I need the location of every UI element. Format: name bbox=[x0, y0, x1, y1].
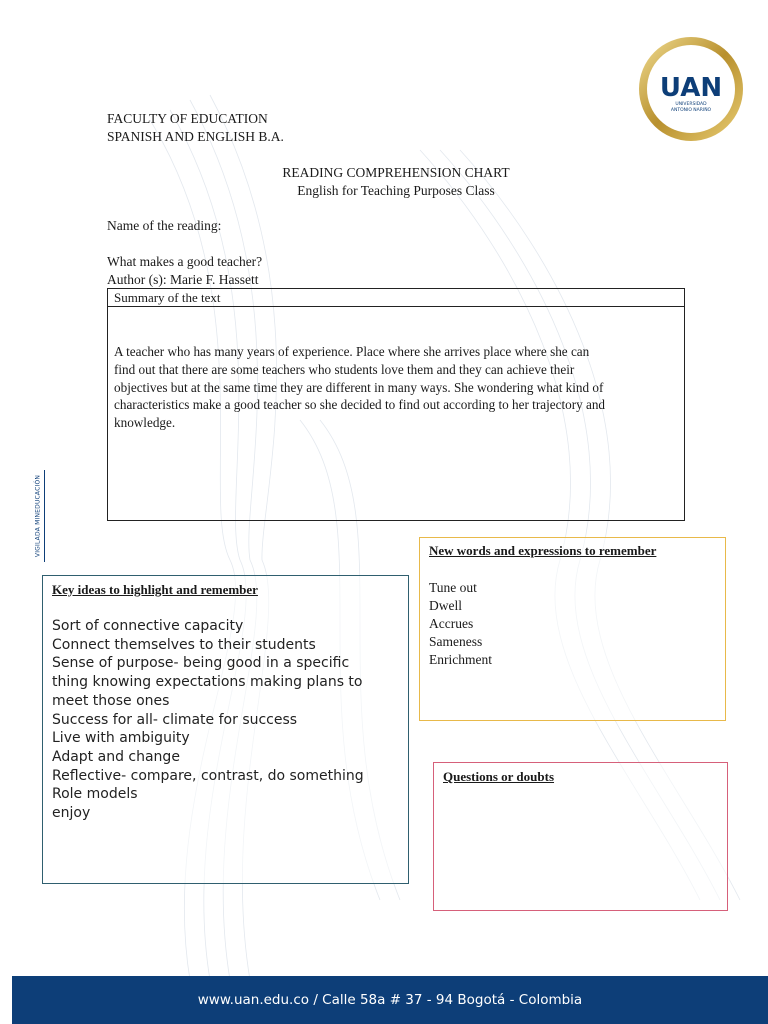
summary-heading: Summary of the text bbox=[108, 289, 684, 307]
list-item: thing knowing expectations making plans to bbox=[52, 674, 363, 691]
key-ideas-list bbox=[52, 617, 402, 823]
uan-logo bbox=[636, 34, 746, 144]
new-words-list bbox=[429, 579, 492, 669]
list-item: Sameness bbox=[429, 634, 483, 649]
summary-line: knowledge. bbox=[114, 415, 176, 431]
list-item: Reflective- compare, contrast, do something bbox=[52, 767, 364, 784]
list-item: Sort of connective capacity bbox=[52, 618, 244, 634]
logo-subtext-bottom: ANTONIO NARIÑO bbox=[670, 108, 712, 113]
summary-line: characteristics make a good teacher so she decided to find out according to her trajectory and bbox=[114, 397, 606, 413]
vigilada-divider bbox=[44, 470, 45, 562]
class-name: English for Teaching Purposes Class bbox=[297, 183, 495, 198]
summary-line: objectives but at the same time they are different in many ways. She wondering what kind of bbox=[114, 379, 604, 395]
summary-line: A teacher who has many years of experience. Place where she arrives place where she can bbox=[114, 344, 590, 359]
list-item: enjoy bbox=[52, 805, 91, 822]
list-item: Accrues bbox=[429, 616, 474, 631]
reading-author: Author (s): Marie F. Hassett bbox=[107, 272, 259, 287]
summary-line: find out that there are some teachers who students love them and they can achieve their bbox=[114, 361, 575, 377]
logo-subtext-top: UNIVERSIDAD bbox=[675, 102, 707, 107]
list-item: Role models bbox=[52, 786, 138, 803]
list-item: Live with ambiguity bbox=[52, 730, 190, 747]
list-item: Enrichment bbox=[429, 652, 492, 667]
reading-name-label: Name of the reading: bbox=[107, 218, 222, 233]
list-item: meet those ones bbox=[52, 692, 170, 709]
chart-title: READING COMPREHENSION CHART bbox=[282, 165, 510, 180]
list-item: Adapt and change bbox=[52, 748, 180, 765]
list-item: Success for all- climate for success bbox=[52, 711, 298, 728]
questions-box bbox=[433, 762, 728, 911]
key-ideas-title: Key ideas to highlight and remember bbox=[52, 582, 258, 597]
list-item: Dwell bbox=[429, 598, 462, 613]
summary-table bbox=[107, 288, 685, 521]
vigilada-text: VIGILADA MINEDUCACIÓN bbox=[34, 474, 42, 558]
list-item: Sense of purpose- being good in a specific bbox=[52, 655, 350, 672]
questions-title: Questions or doubts bbox=[443, 769, 555, 784]
footer-bar bbox=[12, 976, 768, 1024]
new-words-box bbox=[419, 537, 726, 721]
vigilada-label bbox=[28, 470, 48, 562]
program-label: SPANISH AND ENGLISH B.A. bbox=[107, 129, 284, 144]
reading-title: What makes a good teacher? bbox=[107, 254, 263, 269]
faculty-label: FACULTY OF EDUCATION bbox=[107, 111, 268, 126]
summary-body bbox=[108, 307, 684, 432]
key-ideas-box bbox=[42, 575, 409, 884]
list-item: Tune out bbox=[429, 580, 477, 595]
new-words-title: New words and expressions to remember bbox=[429, 543, 657, 558]
logo-text: UAN bbox=[659, 73, 723, 103]
list-item: Connect themselves to their students bbox=[52, 636, 316, 653]
footer-text: www.uan.edu.co / Calle 58a # 37 - 94 Bogotá - Colombia bbox=[197, 992, 583, 1008]
